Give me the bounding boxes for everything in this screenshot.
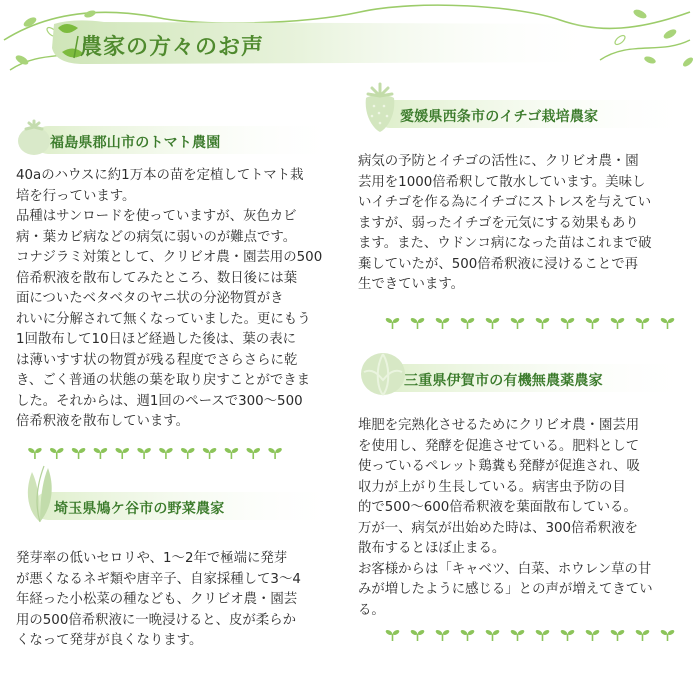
body-line: は薄いすす状の物質が残る程度でさらさらに乾 [16, 352, 298, 368]
section-header-strawberry [356, 80, 696, 134]
section-body-strawberry [358, 152, 652, 296]
sprout-icon [560, 629, 575, 641]
sprout-icon [410, 317, 425, 329]
body-line: 品種はサンロードを使っていますが、灰色カビ [16, 209, 297, 224]
page-title: 農家の方々のお声 [80, 35, 265, 60]
body-line: ます。また、ウドンコ病になった苗はこれまで破 [358, 236, 652, 251]
section-body-cabbage [358, 416, 653, 621]
sprout-icon [71, 447, 86, 459]
sprout-icon [485, 317, 500, 329]
sprout-icon [435, 629, 450, 641]
body-line: 1回散布して10日ほど経過した後は、葉の表に [16, 332, 296, 347]
body-line: ますが、弱ったイチゴを元気にする効果もあり [358, 215, 639, 231]
body-line: みが増したように感じる」との声が増えてきてい [358, 582, 653, 597]
sprout-icon [385, 317, 400, 329]
body-line: 芸用を1000倍希釈して散水しています。美味し [358, 174, 646, 190]
body-line: 的で500～600倍希釈液を葉面散布している。 [358, 500, 637, 515]
section-header-tomato [14, 120, 344, 160]
sprout-icon [93, 447, 108, 459]
section-title: 埼玉県鳩ケ谷市の野菜農家 [54, 501, 225, 517]
section-title: 愛媛県西条市のイチゴ栽培農家 [400, 109, 599, 125]
strawberry-icon [358, 80, 402, 134]
body-line: くなって発芽が良くなります。 [16, 633, 203, 648]
sprout-icon [635, 629, 650, 641]
sprout-icon [585, 629, 600, 641]
body-line: 堆肥を完熟化させるためにクリビオ農・園芸用 [358, 418, 640, 433]
body-line: 40aのハウスに約1万本の苗を定植してトマト栽 [16, 168, 304, 183]
sprout-icon [202, 447, 217, 459]
section-body-vegetable [16, 549, 301, 652]
body-line: 収力が上がり生長している。病害虫予防の目 [358, 479, 626, 495]
sprout-icon [510, 317, 525, 329]
sprout-icon [635, 317, 650, 329]
body-line: いイチゴを作る為にイチゴにストレスを与えてい [358, 195, 652, 210]
sprout-icon [49, 447, 64, 459]
body-line: 万が一、病気が出始めた時は、300倍希釈液を [358, 520, 638, 536]
sprout-icon [435, 317, 450, 329]
sprout-icon [460, 629, 475, 641]
sprout-divider [380, 316, 680, 330]
sprout-icon [158, 447, 173, 459]
cabbage-icon [358, 346, 408, 398]
body-line: コナジラミ対策として、クリビオ農・園芸用の500 [16, 250, 323, 265]
section-body-tomato [16, 166, 322, 433]
body-line: 面についたベタベタのヤニ状の分泌物質がき [16, 291, 284, 306]
body-line: が悪くなるネギ類や唐辛子、自家採種して3～4 [16, 571, 301, 587]
sprout-icon [267, 447, 282, 459]
section-title: 福島県郡山市のトマト農園 [50, 135, 221, 151]
body-line: 棄していたが、500倍希釈液に浸けることで再 [358, 256, 638, 272]
sprout-icon [27, 447, 42, 459]
sprout-icon [660, 317, 675, 329]
sprout-icon [510, 629, 525, 641]
sprout-icon [460, 317, 475, 329]
section-header-vegetable [14, 480, 344, 530]
body-line: 生できています。 [358, 277, 465, 292]
sprout-icon [560, 317, 575, 329]
sprout-icon [585, 317, 600, 329]
body-line: お客様からは「キャベツ、白菜、ホウレン草の甘 [358, 561, 652, 577]
sprout-icon [410, 629, 425, 641]
body-line: き、ごく普通の状態の葉を取り戻すことができま [16, 373, 311, 388]
sprout-icon [485, 629, 500, 641]
sprout-icon [224, 447, 239, 459]
body-line: 年経った小松菜の種なども、クリビオ農・園芸 [16, 592, 298, 607]
body-line: 発芽率の低いセロリや、1～2年で極端に発芽 [16, 551, 288, 566]
sprout-icon [610, 629, 625, 641]
sprout-icon [136, 447, 151, 459]
body-line: 倍希釈液を散布してみたところ、数日後には葉 [16, 270, 298, 286]
sprout-icon [610, 317, 625, 329]
body-line: 散布するとほぼ止まる。 [358, 541, 506, 556]
body-line: 使っているペレット鶏糞も発酵が促進され、吸 [358, 459, 640, 474]
sprout-icon [660, 629, 675, 641]
body-line: を使用し、発酵を促進させている。肥料として [358, 438, 640, 454]
sprout-icon [385, 629, 400, 641]
sprout-icon [246, 447, 261, 459]
sprout-icon [535, 629, 550, 641]
body-line: 用の500倍希釈液に一晩浸けると、皮が柔らか [16, 612, 296, 628]
body-line: る。 [358, 602, 385, 618]
body-line: 病・葉カビ病などの病気に弱いのが難点です。 [16, 229, 297, 245]
body-line: れいに分解されて無くなっていました。更にもう [16, 311, 311, 327]
sprout-icon [180, 447, 195, 459]
body-line: 倍希釈液を散布しています。 [16, 414, 190, 429]
sprout-icon [535, 317, 550, 329]
section-title: 三重県伊賀市の有機無農薬農家 [404, 373, 603, 389]
sprout-divider [380, 628, 680, 642]
sprout-icon [115, 447, 130, 459]
body-line: 培を行っています。 [16, 188, 136, 204]
tomato-icon [14, 114, 54, 160]
section-header-cabbage [356, 344, 696, 398]
body-line: 病気の予防とイチゴの活性に、クリビオ農・園 [358, 154, 639, 169]
sprout-divider [24, 446, 286, 460]
body-line: した。それからは、週1回のペースで300～500 [16, 393, 303, 409]
